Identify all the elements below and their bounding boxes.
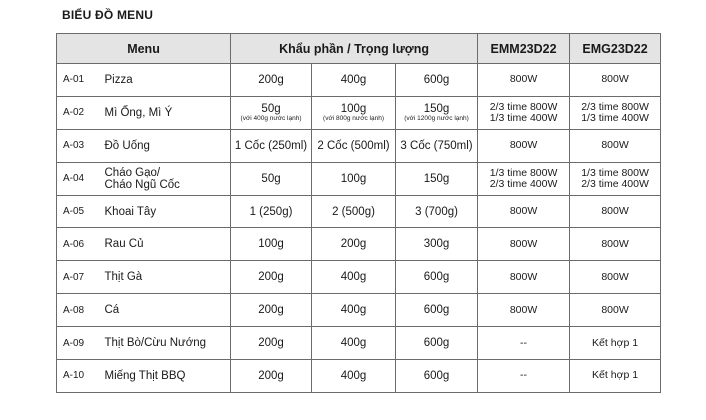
portion-cell-2: 200g	[312, 228, 396, 261]
power-line: 800W	[509, 237, 538, 250]
menu-name-cell	[105, 294, 231, 327]
portion-cell-1: 200g	[231, 360, 312, 393]
power-line: 800W	[509, 303, 538, 316]
menu-name-cell	[105, 261, 231, 294]
portion-cell-3: 300g	[396, 228, 478, 261]
menu-name-line: Khoai Tây	[104, 205, 157, 218]
portion-cell-1: 200g	[231, 64, 312, 97]
menu-code-cell: A-10	[57, 360, 105, 393]
power-line: --	[520, 369, 528, 382]
menu-code-cell: A-05	[57, 195, 105, 228]
menu-name-line: Miếng Thịt BBQ	[104, 369, 186, 382]
portion-cell-3: 600g	[396, 64, 478, 97]
menu-code-cell: A-06	[57, 228, 105, 261]
power-cell-emm23d22	[478, 64, 570, 97]
menu-code-cell: A-07	[57, 261, 105, 294]
power-line: 1/3 time 800W	[489, 166, 558, 179]
portion-cell-2: 400g	[312, 261, 396, 294]
power-cell-emm23d22	[478, 360, 570, 393]
menu-name-line: Cháo Ngũ Cốc	[104, 178, 180, 191]
power-cell-emm23d22	[478, 327, 570, 360]
power-line: 800W	[601, 205, 629, 217]
portion-weight: 100g	[340, 102, 367, 115]
portion-weight: 150g	[423, 102, 450, 115]
portion-weight: 50g	[261, 102, 281, 115]
power-line: 800W	[601, 270, 629, 283]
menu-name-line: Cháo Gạo/	[104, 166, 161, 179]
power-line: --	[520, 336, 528, 349]
power-line: 800W	[509, 205, 538, 217]
power-line: 800W	[601, 237, 629, 250]
header-portion: Khẩu phần / Trọng lượng	[231, 34, 478, 64]
portion-cell-1: 200g	[231, 327, 312, 360]
portion-cell-1: 1 Cốc (250ml)	[231, 129, 312, 162]
portion-cell-3: 150g	[396, 162, 478, 195]
menu-name-line: Rau Củ	[104, 238, 144, 251]
power-line: 800W	[509, 139, 538, 152]
power-line: 800W	[509, 73, 538, 86]
power-cell-emg23d22	[570, 162, 661, 195]
portion-cell-2: 400g	[312, 294, 396, 327]
power-line: 2/3 time 800W	[489, 100, 558, 113]
power-line: 1/3 time 400W	[489, 111, 558, 124]
power-line: 800W	[601, 303, 629, 316]
table-row	[57, 360, 661, 393]
header-model-emg23d22: EMG23D22	[570, 34, 661, 64]
power-line: 2/3 time 400W	[581, 177, 649, 190]
portion-cell-1: 1 (250g)	[231, 195, 312, 228]
portion-cell-2: 2 Cốc (500ml)	[312, 129, 396, 162]
power-cell-emg23d22	[570, 261, 661, 294]
power-line: Kết hợp 1	[592, 369, 639, 382]
menu-name-cell	[105, 64, 231, 97]
menu-name-line: Mì Ống, Mì Ý	[104, 106, 173, 119]
menu-code-cell: A-03	[57, 129, 105, 162]
table-row	[57, 261, 661, 294]
menu-name-line: Đồ Uống	[104, 139, 150, 152]
portion-cell-3: 600g	[396, 327, 478, 360]
power-line: 1/3 time 800W	[581, 166, 649, 179]
menu-table	[56, 33, 661, 393]
power-line: 800W	[509, 270, 538, 283]
table-header-row	[57, 34, 661, 64]
power-line: 2/3 time 400W	[489, 177, 558, 190]
portion-cell-3	[396, 96, 478, 129]
power-cell-emg23d22	[570, 129, 661, 162]
portion-cell-1: 200g	[231, 294, 312, 327]
menu-name-line: Pizza	[104, 73, 133, 86]
portion-cell-2: 400g	[312, 327, 396, 360]
portion-cell-3: 3 Cốc (750ml)	[396, 129, 478, 162]
portion-water-note: (với 800g nước lạnh)	[323, 114, 384, 122]
portion-cell-3: 600g	[396, 261, 478, 294]
portion-cell-1	[231, 96, 312, 129]
menu-name-line: Cá	[104, 304, 120, 317]
portion-cell-2: 400g	[312, 64, 396, 97]
portion-water-note: (với 400g nước lạnh)	[240, 114, 302, 122]
menu-code-cell: A-09	[57, 327, 105, 360]
header-model-emm23d22: EMM23D22	[478, 34, 570, 64]
menu-code-cell: A-04	[57, 162, 105, 195]
table-row	[57, 294, 661, 327]
portion-cell-1: 200g	[231, 261, 312, 294]
power-cell-emg23d22	[570, 64, 661, 97]
portion-cell-2	[312, 96, 396, 129]
menu-code-cell: A-08	[57, 294, 105, 327]
menu-name-cell	[105, 327, 231, 360]
power-cell-emg23d22	[570, 195, 661, 228]
table-row	[57, 129, 661, 162]
power-line: 800W	[601, 139, 629, 152]
power-cell-emg23d22	[570, 228, 661, 261]
menu-name-cell	[105, 360, 231, 393]
power-line: 2/3 time 800W	[581, 100, 649, 113]
menu-name-line: Thịt Bò/Cừu Nướng	[104, 337, 207, 350]
table-row	[57, 162, 661, 195]
portion-cell-2: 2 (500g)	[312, 195, 396, 228]
portion-cell-1: 50g	[231, 162, 312, 195]
portion-cell-2: 400g	[312, 360, 396, 393]
menu-code-cell: A-01	[57, 64, 105, 97]
portion-water-note: (với 1200g nước lạnh)	[404, 114, 469, 122]
portion-cell-2: 100g	[312, 162, 396, 195]
menu-name-cell	[105, 195, 231, 228]
power-cell-emm23d22	[478, 195, 570, 228]
power-line: 800W	[601, 73, 629, 86]
power-cell-emm23d22	[478, 96, 570, 129]
power-cell-emg23d22	[570, 294, 661, 327]
portion-cell-3: 600g	[396, 294, 478, 327]
menu-name-line: Thịt Gà	[104, 271, 143, 284]
header-menu: Menu	[57, 34, 231, 64]
power-cell-emm23d22	[478, 228, 570, 261]
power-line: Kết hợp 1	[592, 336, 639, 349]
portion-cell-3: 3 (700g)	[396, 195, 478, 228]
power-cell-emm23d22	[478, 162, 570, 195]
table-row	[57, 327, 661, 360]
power-cell-emg23d22	[570, 327, 661, 360]
menu-name-cell	[105, 228, 231, 261]
menu-name-cell	[105, 129, 231, 162]
table-row	[57, 228, 661, 261]
power-cell-emg23d22	[570, 360, 661, 393]
menu-name-cell	[105, 96, 231, 129]
power-cell-emg23d22	[570, 96, 661, 129]
table-row	[57, 64, 661, 97]
table-row	[57, 96, 661, 129]
power-cell-emm23d22	[478, 294, 570, 327]
table-row	[57, 195, 661, 228]
power-cell-emm23d22	[478, 261, 570, 294]
power-cell-emm23d22	[478, 129, 570, 162]
menu-code-cell: A-02	[57, 96, 105, 129]
menu-name-cell	[105, 162, 231, 195]
portion-cell-3: 600g	[396, 360, 478, 393]
portion-cell-1: 100g	[231, 228, 312, 261]
power-line: 1/3 time 400W	[581, 111, 649, 124]
page-title: BIỂU ĐỒ MENU	[62, 8, 154, 22]
